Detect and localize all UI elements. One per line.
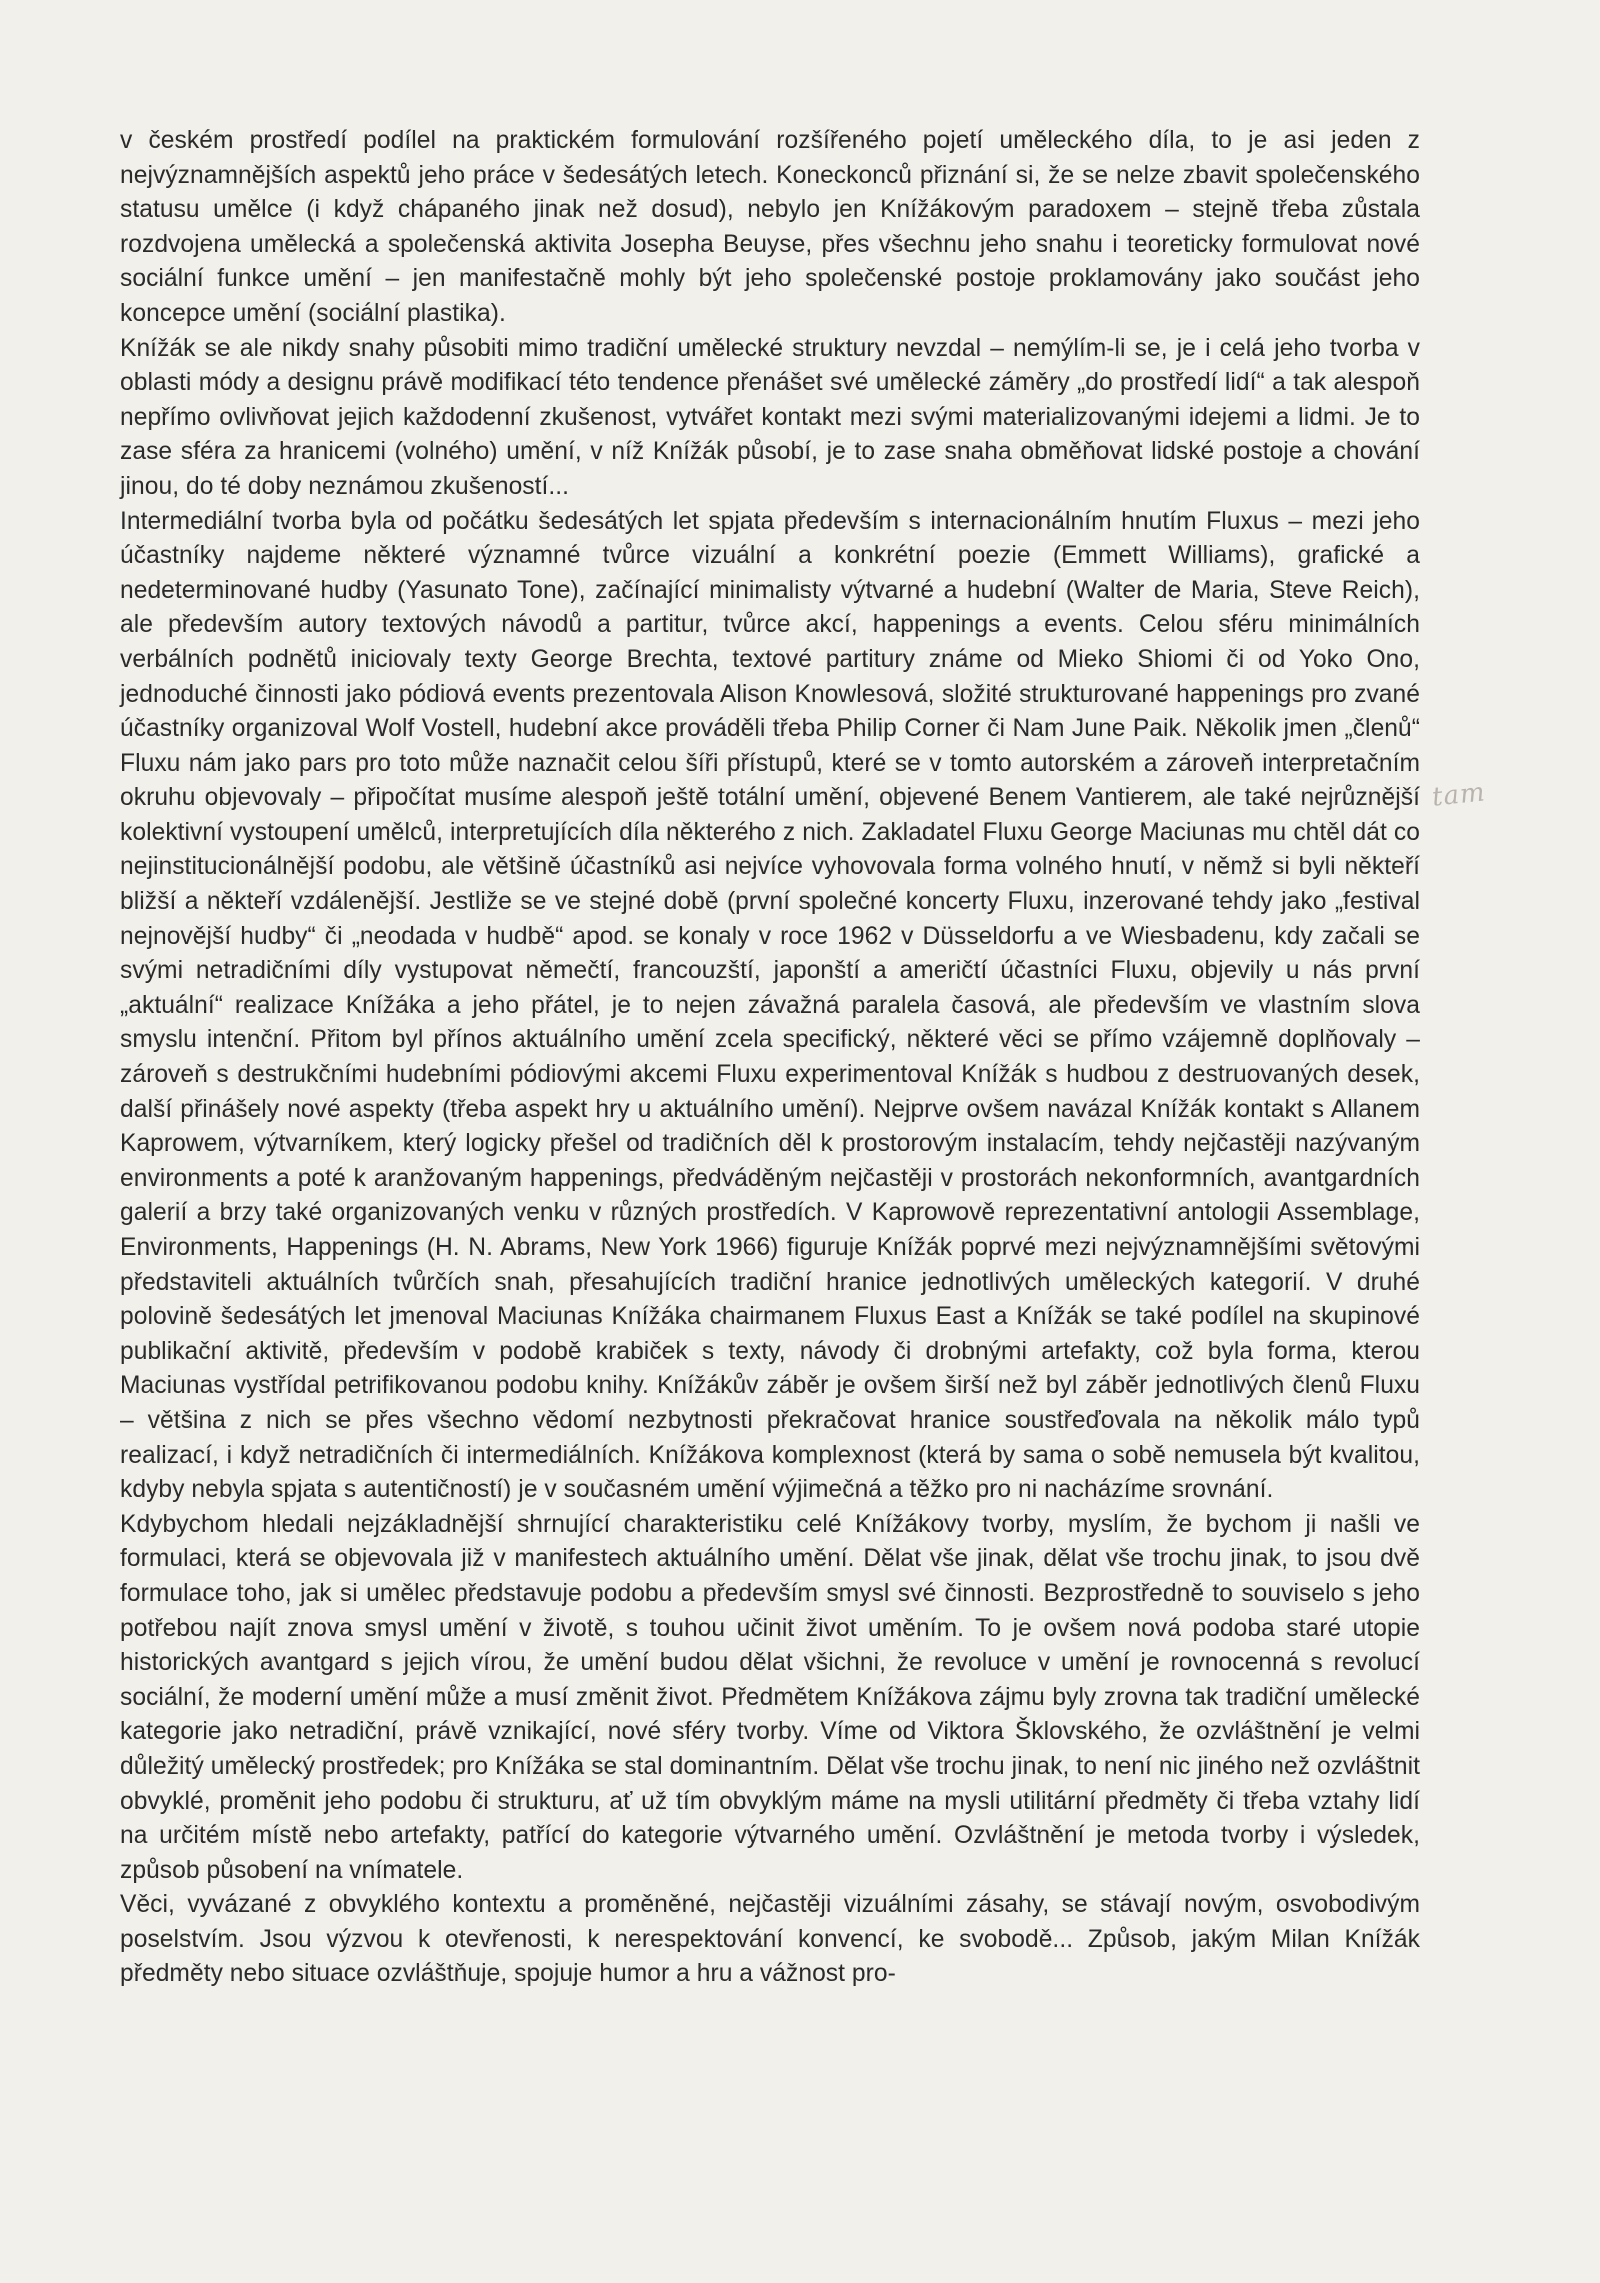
paragraph-fluxus: Intermediální tvorba byla od počátku šedesátých let spjata především s internacionálním hnutím Fluxus – mezi jeho účastníky najdeme některé významné tvůrce vizuální a konkrétní poezie (Emmett Williams), grafické a nedeterminované hudby (Yasunato Tone), začínající minimalisty výtvarné a hudební (Walter de Maria, Steve Reich), ale především autory textových návodů a partitur, tvůrce akcí, happenings a events. Celou sféru minimálních verbálních podnětů iniciovaly texty George Brechta, textové partitury známe od Mieko Shiomi či od Yoko Ono, jednoduché činnosti jako pódiová events prezentovala Alison Knowlesová, složité strukturované happenings pro zvané účastníky organizoval Wolf Vostell, hudební akce prováděli třeba Philip Corner či Nam June Paik. Několik jmen „členů“ Fluxu nám jako pars pro toto může naznačit celou šíři přístupů, které se v tomto autorském a zároveň interpretačním okruhu objevovaly – připočítat musíme alespoň ještě totální umění, objevené Benem Vantierem, ale také nejrůznější kolektivní vystoupení umělců, interpretujících díla některého z nich. Zakladatel Fluxu George Maciunas mu chtěl dát co nejinstitucionálnější podobu, ale většině účastníků asi nejvíce vyhovovala forma volného hnutí, v němž si byli někteří bližší a někteří vzdálenější. Jestliže se ve stejné době (první společné koncerty Fluxu, inzerované tehdy jako „festival nejnovější hudby“ či „neodada v hudbě“ apod. se konaly v roce 1962 v Düsseldorfu a ve Wiesbadenu, kdy začali se svými netradičními díly vystupovat němečtí, francouzští, japonští a američtí účastníci Fluxu, objevily u nás první „aktuální“ realizace Knížáka a jeho přátel, je to nejen závažná paralela časová, ale především ve vlastním slova smyslu intenční. Přitom byl přínos aktuálního umění zcela specifický, některé věci se přímo vzájemně doplňovaly – zároveň s destrukčními hudebními pódiovými akcemi Fluxu experimentoval Knížák s hudbou z destruovaných desek, další přinášely nové aspekty (třeba aspekt hry u aktuálního umění). Nejprve ovšem navázal Knížák kontakt s Allanem Kaprowem, výtvarníkem, který logicky přešel od tradičních děl k prostorovým instalacím, tehdy nejčastěji nazývaným environments a poté k aranžovaným happenings, předváděným nejčastěji v prostorách nekonformních, avantgardních galerií a brzy také organizovaných venku v různých prostředích. V Kaprowově reprezentativní antologii Assemblage, Environments, Happenings (H. N. Abrams, New York 1966) figuruje Knížák poprvé mezi nejvýznamnějšími světovými představiteli aktuálních tvůrčích snah, přesahujících tradiční hranice jednotlivých uměleckých kategorií. V druhé polovině šedesátých let jmenoval Maciunas Knížáka chairmanem Fluxus East a Knížák se také podílel na skupinové publikační aktivitě, především v podobě krabiček s texty, návody či drobnými artefakty, což byla forma, kterou Maciunas vystřídal petrifikovanou podobu knihy. Knížákův záběr je ovšem širší než byl záběr jednotlivých členů Fluxu – většina z nich se přes všechno vědomí nezbytnosti překračovat hranice soustřeďovala na několik málo typů realizací, i když netradičních či intermediálních. Knížákova komplexnost (která by sama o sobě nemusela být kvalitou, kdyby nebyla spjata s autentičností) je v současném umění výjimečná a těžko pro ni nacházíme srovnání. xyxy=(120,507,1420,1504)
paragraph-objects: Věci, vyvázané z obvyklého kontextu a proměněné, nejčastěji vizuálními zásahy, se stávají novým, osvobodivým poselstvím. Jsou výzvou k otevřenosti, k nerespektování konvencí, ke svobodě... Způsob, jakým Milan Knížák předměty nebo situace ozvláštňuje, spojuje humor a hru a vážnost pro- xyxy=(120,1891,1420,1988)
paragraph-beuys: v českém prostředí podílel na praktickém formulování rozšířeného pojetí uměleckého díla, to je asi jeden z nejvýznamnějších aspektů jeho práce v šedesátých letech. Koneckonců přiznání si, že se nelze zbavit společenského statusu umělce (i když chápaného jinak než dosud), nebylo jen Knížákovým paradoxem – stejně třeba zůstala rozdvojena umělecká a společenská aktivita Josepha Beuyse, přes všechnu jeho snahu i teoreticky formulovat nové sociální funkce umění – jen manifestačně mohly být jeho společenské postoje proklamovány jako součást jeho koncepce umění (sociální plastika). xyxy=(120,127,1420,327)
paragraph-characteristics: Kdybychom hledali nejzákladnější shrnující charakteristiku celé Knížákovy tvorby, myslím, že bychom ji našli ve formulaci, která se objevovala již v manifestech aktuálního umění. Dělat vše jinak, dělat vše trochu jinak, to jsou dvě formulace toho, jak si umělec představuje podobu a především smysl své činnosti. Bezprostředně to souviselo s jeho potřebou najít znova smysl umění v životě, s touhou učinit život uměním. To je ovšem nová podoba staré utopie historických avantgard s jejich vírou, že umění budou dělat všichni, že revoluce v umění je rovnocenná s revolucí sociální, že moderní umění může a musí změnit život. Předmětem Knížákova zájmu byly zrovna tak tradiční umělecké kategorie jako netradiční, právě vznikající, nové sféry tvorby. Víme od Viktora Šklovského, že ozvláštnění je velmi důležitý umělecký prostředek; pro Knížáka se stal dominantním. Dělat vše trochu jinak, to není nic jiného než ozvláštnit obvyklé, proměnit jeho podobu či strukturu, ať už tím obvyklým máme na mysli utilitární předměty či třeba vztahy lidí na určitém místě nebo artefakty, patřící do kategorie výtvarného umění. Ozvláštnění je metoda tvorby i výsledek, způsob působení na vnímatele. xyxy=(120,1510,1420,1884)
paragraph-design: Knížák se ale nikdy snahy působiti mimo tradiční umělecké struktury nevzdal – nemýlím-li se, je i celá jeho tvorba v oblasti módy a designu právě modifikací této tendence přenášet své umělecké záměry „do prostředí lidí“ a tak alespoň nepřímo ovlivňovat jejich každodenní zkušenost, vytvářet kontakt mezi svými materializovanými idejemi a lidmi. Je to zase sféra za hranicemi (volného) umění, v níž Knížák působí, je to zase snaha obměňovat lidské postoje a chování jinou, do té doby neznámou zkušeností... xyxy=(120,334,1420,500)
article-body xyxy=(120,124,1420,1992)
handwritten-margin-note: tam xyxy=(1430,777,1488,813)
